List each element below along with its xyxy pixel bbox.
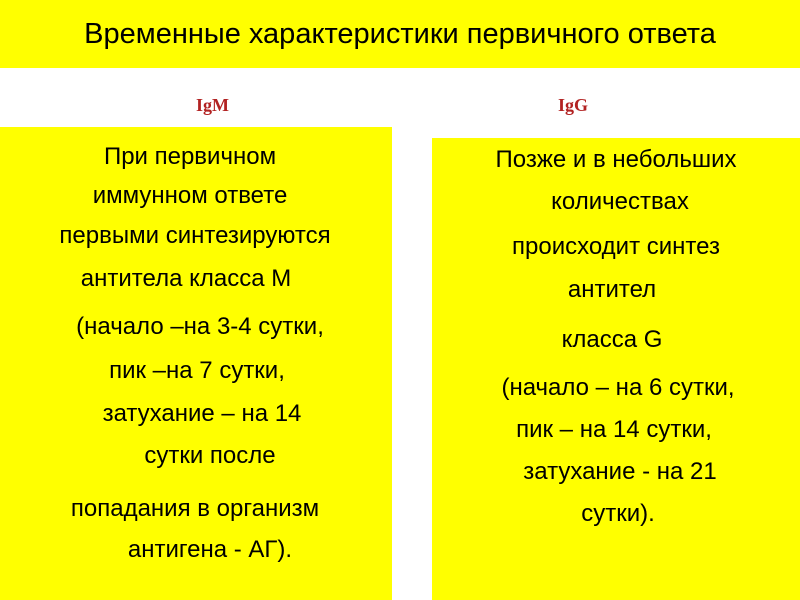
igm-text-line: затухание – на 14 [102, 400, 302, 427]
igg-text-line: затухание - на 21 [523, 458, 717, 485]
igg-text-line: антител [567, 276, 657, 303]
igm-text-line: При первичном [103, 143, 277, 170]
igm-text-line: антигена - АГ). [127, 536, 293, 563]
title-bar [0, 0, 800, 68]
igg-text-line: количествах [551, 188, 689, 215]
igg-text-line: сутки). [581, 500, 655, 527]
igg-text-line: класса G [561, 326, 663, 353]
igg-text-line: Позже и в небольших [495, 146, 737, 173]
igm-text-line: пик –на 7 сутки, [109, 357, 285, 384]
igm-text-line: первыми синтезируются [59, 222, 331, 249]
igm-text-line: (начало –на 3-4 сутки, [76, 313, 324, 340]
igm-text-line: сутки после [144, 442, 276, 469]
igg-text-line: (начало – на 6 сутки, [501, 374, 735, 401]
slide-title: Временные характеристики первичного ответа [84, 17, 716, 50]
igm-label: IgM [196, 95, 229, 115]
igg-panel [432, 138, 800, 600]
igm-text-line: иммунном ответе [92, 182, 288, 209]
igm-text-line: антитела класса М [80, 265, 292, 292]
igg-label: IgG [558, 95, 589, 115]
igm-panel [0, 127, 392, 600]
igg-text-line: происходит синтез [512, 233, 720, 260]
igm-text-line: попадания в организм [70, 495, 320, 522]
igg-text-line: пик – на 14 сутки, [516, 416, 712, 443]
